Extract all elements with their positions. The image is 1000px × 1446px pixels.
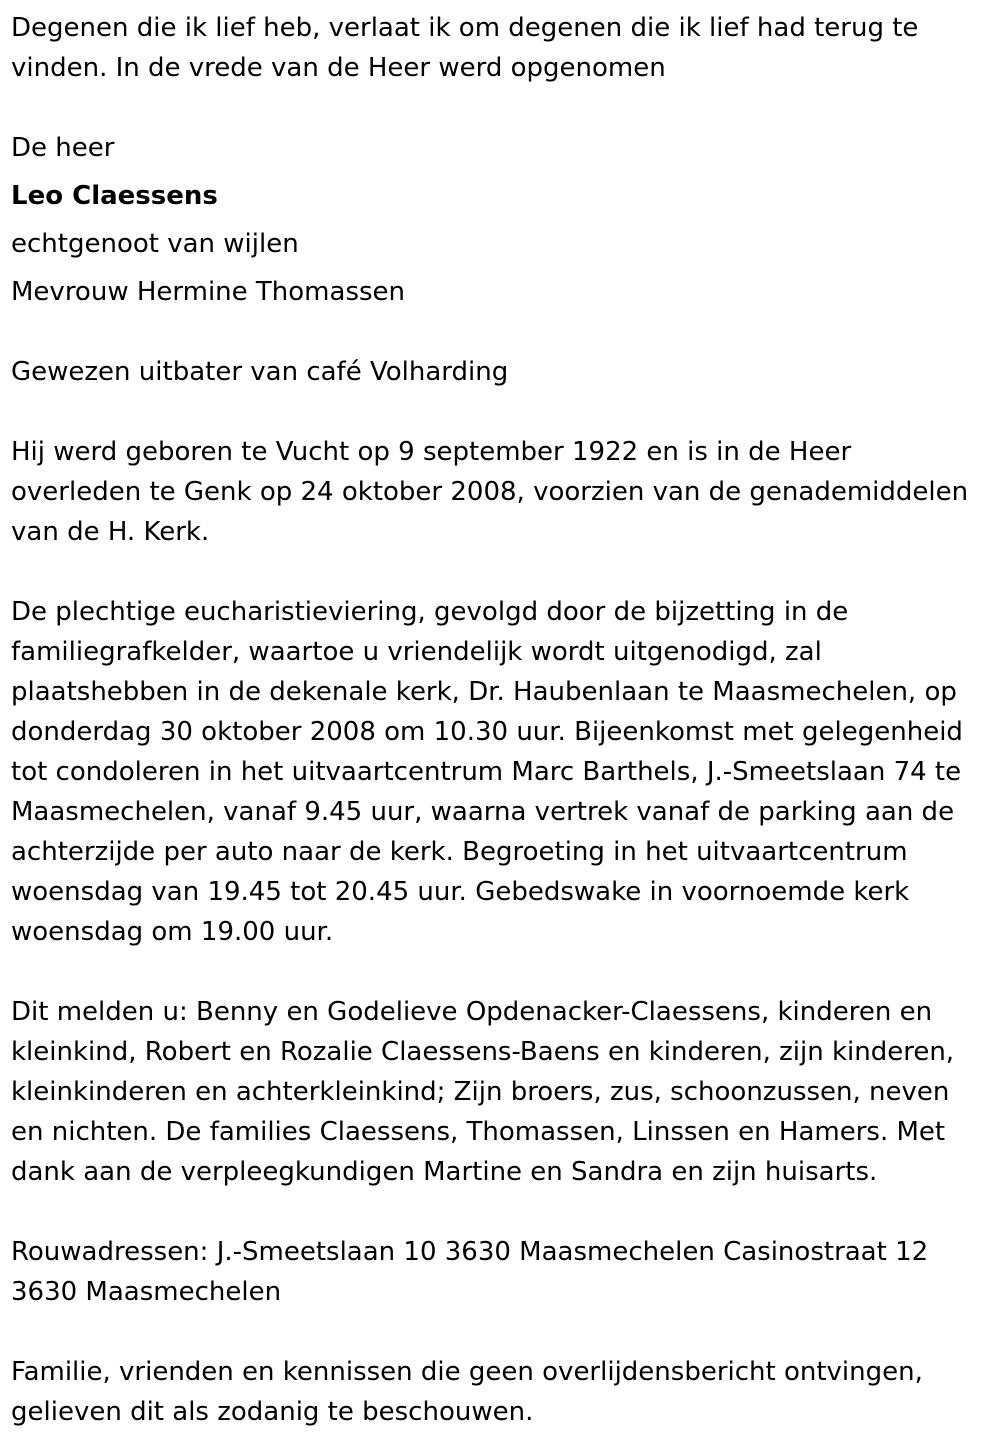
deceased-block bbox=[11, 124, 988, 316]
spacer bbox=[11, 1192, 988, 1232]
spacer bbox=[11, 1312, 988, 1352]
birth-death-paragraph: Hij werd geboren te Vucht op 9 september 1922 en is in de Heer overleden te Genk op 24 oktober 2008, voorzien van de genademiddelen van de H. Kerk. bbox=[11, 437, 969, 547]
spouse-name: Mevrouw Hermine Thomassen bbox=[11, 277, 406, 307]
ceremony-paragraph: De plechtige eucharistieviering, gevolgd door de bijzetting in de familiegrafkelder, waartoe u vriendelijk wordt uitgenodigd, zal plaatshebben in de dekenale kerk, Dr. Haubenlaan te Maasmechelen, op donderdag 30 oktober 2008 om 10.30 uur. Bijeenkomst met gelegenheid tot condoleren in het uitvaartcentrum Marc Barthels, J.-Smeetslaan 74 te Maasmechelen, vanaf 9.45 uur, waarna vertrek vanaf de parking aan de achterzijde per auto naar de kerk. Begroeting in het uitvaartcentrum woensdag van 19.45 tot 20.45 uur. Gebedswake in voornoemde kerk woensdag om 19.00 uur. bbox=[11, 597, 963, 947]
spacer bbox=[11, 312, 988, 352]
spacer bbox=[11, 552, 988, 592]
spacer bbox=[11, 392, 988, 432]
deceased-name: Leo Claessens bbox=[11, 181, 218, 211]
spouse-intro: echtgenoot van wijlen bbox=[11, 229, 299, 259]
spacer bbox=[11, 88, 988, 128]
opening-quote: Degenen die ik lief heb, verlaat ik om degenen die ik lief had terug te vinden. In de vrede van de Heer werd opgenomen bbox=[11, 13, 919, 83]
addresses-paragraph: Rouwadressen: J.-Smeetslaan 10 3630 Maasmechelen Casinostraat 12 3630 Maasmechelen bbox=[11, 1237, 929, 1307]
closing-paragraph: Familie, vrienden en kennissen die geen overlijdensbericht ontvingen, gelieven dit als zodanig te beschouwen. bbox=[11, 1357, 923, 1427]
spacer bbox=[11, 952, 988, 992]
family-paragraph: Dit melden u: Benny en Godelieve Opdenacker-Claessens, kinderen en kleinkind, Robert en Rozalie Claessens-Baens en kinderen, zijn kinderen, kleinkinderen en achterkleinkind; Zijn broers, zus, schoonzussen, neven en nichten. De families Claessens, Thomassen, Linssen en Hamers. Met dank aan de verpleegkundigen Martine en Sandra en zijn huisarts. bbox=[11, 997, 955, 1187]
occupation: Gewezen uitbater van café Volharding bbox=[11, 357, 509, 387]
salutation: De heer bbox=[11, 133, 115, 163]
